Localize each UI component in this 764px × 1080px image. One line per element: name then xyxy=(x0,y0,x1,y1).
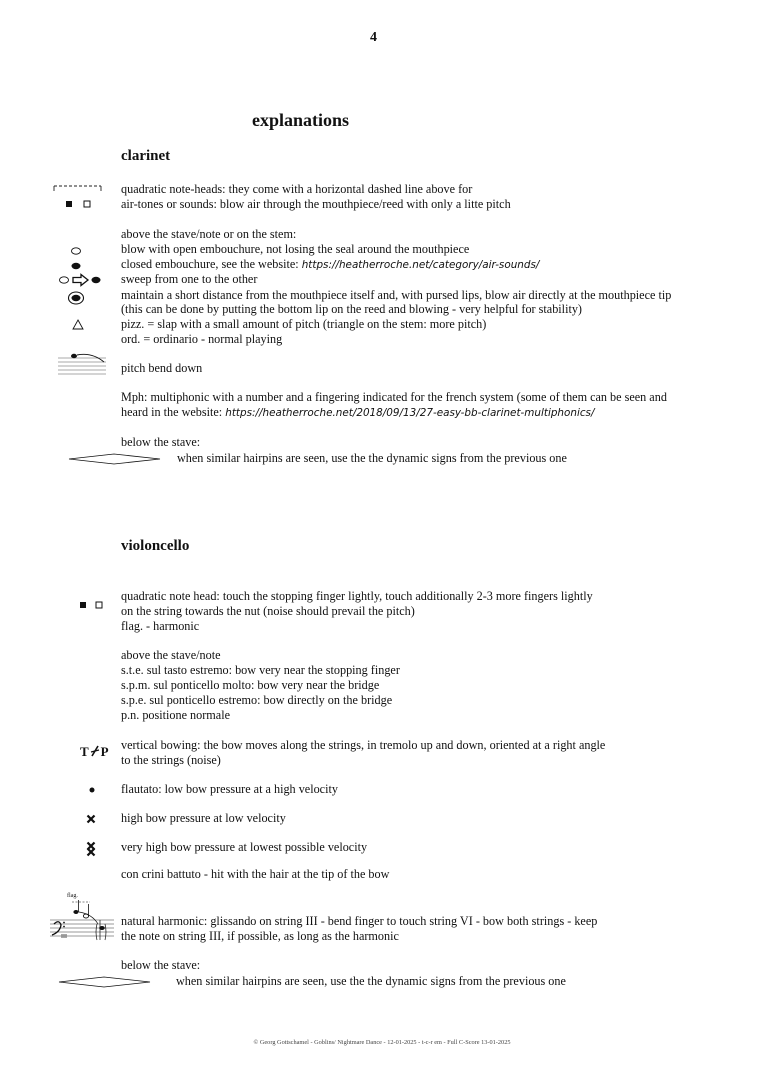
high-pressure-icon xyxy=(86,814,96,824)
ord-text: ord. = ordinario - normal playing xyxy=(121,332,283,346)
cello-notehead-line-2: on the string towards the nut (noise should prevail the pitch) xyxy=(121,604,415,618)
tp-t: T xyxy=(80,744,89,759)
closed-embouchure-icon xyxy=(70,261,82,271)
natural-harmonic-line-2: the note on string III, if possible, as long as the harmonic xyxy=(121,929,399,943)
string-three-label: III xyxy=(61,934,67,940)
mph-line-1: Mph: multiphonic with a number and a fingering indicated for the french system (some of them can be seen and xyxy=(121,390,667,404)
air-sounds-link[interactable]: https://heatherroche.net/category/air-sounds/ xyxy=(301,259,540,271)
flautato-dot-icon xyxy=(87,785,97,795)
clarinet-below-heading: below the stave: xyxy=(121,435,201,449)
position-spe: s.p.e. sul ponticello estremo: bow directly on the bridge xyxy=(121,693,393,707)
position-spm: s.p.m. sul ponticello molto: bow very near the bridge xyxy=(121,678,380,692)
very-high-pressure-text: very high bow pressure at lowest possible velocity xyxy=(121,840,368,854)
cello-notehead-line-3: flag. - harmonic xyxy=(121,619,200,633)
position-ste: s.t.e. sul tasto estremo: bow very near the stopping finger xyxy=(121,663,400,677)
flautato-text: flautato: low bow pressure at a high velocity xyxy=(121,782,338,796)
air-tone-noteheads-icon xyxy=(52,183,104,211)
pitch-bend-text: pitch bend down xyxy=(121,361,203,375)
multiphonics-link[interactable]: https://heatherroche.net/2018/09/13/27-easy-bb-clarinet-multiphonics/ xyxy=(225,407,595,419)
clarinet-notehead-line-2: air-tones or sounds: blow air through the mouthpiece/reed with only a litte pitch xyxy=(121,197,511,211)
tremolo-slash-icon xyxy=(90,745,100,757)
natural-harmonic-icon xyxy=(46,894,116,948)
distance-line-2: (this can be done by putting the bottom lip on the reed and blowing - very helpful for stability) xyxy=(121,302,582,316)
violoncello-heading: violoncello xyxy=(121,538,190,554)
triangle-pizz-icon xyxy=(72,319,84,330)
pitch-bend-down-icon xyxy=(58,350,108,378)
distance-line-1: maintain a short distance from the mouthpiece itself and, with pursed lips, blow air directly at the mouthpiece tip xyxy=(121,288,672,302)
sweep-arrow-icon xyxy=(58,273,108,287)
clarinet-stem-heading: above the stave/note or on the stem: xyxy=(121,227,297,241)
mouthpiece-distance-icon xyxy=(66,290,86,306)
closed-embouchure-label: closed embouchure, see the website: xyxy=(121,257,302,271)
cello-hairpin-text: when similar hairpins are seen, use the the dynamic signs from the previous one xyxy=(176,974,566,988)
vertical-bowing-line-1: vertical bowing: the bow moves along the strings, in tremolo up and down, oriented at a right angle xyxy=(121,738,606,752)
cello-below-heading: below the stave: xyxy=(121,958,201,972)
cello-notehead-line-1: quadratic note head: touch the stopping finger lightly, touch additionally 2-3 more fingers lightly xyxy=(121,589,593,603)
sweep-text: sweep from one to the other xyxy=(121,272,258,286)
cello-hairpin-icon xyxy=(58,975,152,989)
pizz-text: pizz. = slap with a small amount of pitch (triangle on the stem: more pitch) xyxy=(121,317,487,331)
open-embouchure-icon xyxy=(70,246,82,256)
tp-p: P xyxy=(100,744,109,759)
high-pressure-text: high bow pressure at low velocity xyxy=(121,811,286,825)
clarinet-hairpin-text: when similar hairpins are seen, use the the dynamic signs from the previous one xyxy=(177,451,567,465)
very-high-pressure-icon xyxy=(86,841,96,857)
hairpin-icon xyxy=(68,452,162,466)
vertical-bowing-icon xyxy=(80,744,109,760)
closed-embouchure-text xyxy=(121,257,539,273)
page-number: 4 xyxy=(370,30,377,45)
cello-above-heading: above the stave/note xyxy=(121,648,221,662)
page-title: explanations xyxy=(252,110,350,130)
mph-line-2-label: heard in the website: xyxy=(121,405,226,419)
harmonic-flag-label: flag. xyxy=(67,893,78,899)
clarinet-heading: clarinet xyxy=(121,148,171,164)
mph-line-2 xyxy=(121,405,594,421)
natural-harmonic-line-1: natural harmonic: glissando on string III - bend finger to touch string VI - bow both strings - keep xyxy=(121,914,598,928)
battuto-text: con crini battuto - hit with the hair at the tip of the bow xyxy=(121,867,390,881)
open-embouchure-text: blow with open embouchure, not losing the seal around the mouthpiece xyxy=(121,242,470,256)
quadratic-noteheads-icon xyxy=(78,600,112,610)
clarinet-notehead-line-1: quadratic note-heads: they come with a horizontal dashed line above for xyxy=(121,182,473,196)
vertical-bowing-line-2: to the strings (noise) xyxy=(121,753,221,767)
position-pn: p.n. positione normale xyxy=(121,708,230,722)
page-footer: © Georg Gottschamel - Goblins/ Nightmare Dance - 12-01-2025 - t-c-r em - Full C-Score 13-01-2025 xyxy=(253,1039,511,1046)
